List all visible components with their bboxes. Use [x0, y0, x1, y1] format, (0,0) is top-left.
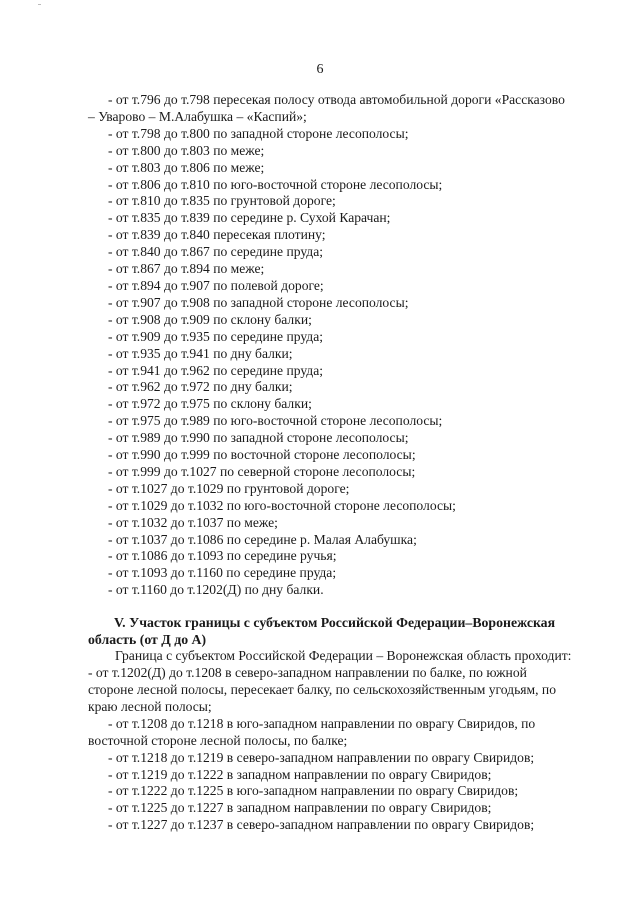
list-item: - от т.894 до т.907 по полевой дороге;: [108, 277, 324, 293]
list-item: - от т.1029 до т.1032 по юго-восточной стороне лесополосы;: [108, 497, 456, 513]
scan-mark: [38, 4, 41, 5]
list-item: - от т.798 до т.800 по западной стороне лесополосы;: [108, 125, 409, 141]
list-item: - от т.1032 до т.1037 по меже;: [108, 514, 278, 530]
list-item-continuation: стороне лесной полосы, пересекает балку, по сельскохозяйственным угодьям, по: [88, 682, 556, 697]
page-number: 6: [316, 62, 324, 77]
list-item: - от т.1225 до т.1227 в западном направлении по оврагу Свиридов;: [108, 800, 492, 816]
list-item: - от т.989 до т.990 по западной стороне лесополосы;: [108, 430, 409, 446]
list-item: - от т.1208 до т.1218 в юго-западном направлении по оврагу Свиридов, по: [108, 715, 536, 731]
list-item: - от т.1227 до т.1237 в северо-западном направлении по оврагу Свиридов;: [108, 817, 535, 833]
list-item: - от т.867 до т.894 по меже;: [108, 261, 265, 277]
list-item: - от т.962 до т.972 по дну балки;: [108, 379, 293, 395]
list-item: - от т.935 до т.941 по дну балки;: [108, 345, 293, 361]
list-item: - от т.803 до т.806 по меже;: [108, 159, 265, 175]
section-spacer: [88, 599, 608, 614]
list-item-continuation: восточной стороне лесной полосы, по балке;: [88, 732, 348, 748]
list-item: - от т.909 до т.935 по середине пруда;: [108, 328, 324, 344]
list-item: - от т.1027 до т.1029 по грунтовой дороге;: [108, 480, 350, 496]
list-item: - от т.1202(Д) до т.1208 в северо-западном направлении по балке, по южной: [88, 665, 527, 681]
list-item: - от т.1222 до т.1225 в юго-западном направлении по оврагу Свиридов;: [108, 783, 519, 799]
list-item: - от т.941 до т.962 по середине пруда;: [108, 362, 324, 378]
list-item: - от т.1093 до т.1160 по середине пруда;: [108, 565, 337, 581]
list-item: - от т.839 до т.840 пересекая плотину;: [108, 227, 326, 243]
list-item: - от т.800 до т.803 по меже;: [108, 142, 265, 158]
document-body: [88, 92, 608, 834]
boundary-list-1: [88, 92, 608, 599]
list-item: - от т.1037 до т.1086 по середине р. Малая Алабушка;: [108, 531, 417, 547]
section-5: [88, 614, 608, 834]
section-heading: V. Участок границы с субъектом Российской Федерации–Воронежская: [114, 615, 556, 631]
list-item: - от т.810 до т.835 по грунтовой дороге;: [108, 193, 336, 209]
list-item: - от т.972 до т.975 по склону балки;: [108, 396, 312, 412]
list-item: - от т.907 до т.908 по западной стороне лесополосы;: [108, 294, 409, 310]
list-item: - от т.796 до т.798 пересекая полосу отвода автомобильной дороги «Рассказово: [108, 92, 565, 107]
list-item: - от т.835 до т.839 по середине р. Сухой Карачан;: [108, 210, 391, 226]
list-item: - от т.1218 до т.1219 в северо-западном направлении по оврагу Свиридов;: [108, 749, 535, 765]
list-item: - от т.990 до т.999 по восточной стороне лесополосы;: [108, 447, 416, 463]
list-item: - от т.999 до т.1027 по северной стороне лесополосы;: [108, 463, 416, 479]
list-item: - от т.1086 до т.1093 по середине ручья;: [108, 548, 337, 564]
list-item: - от т.1219 до т.1222 в западном направлении по оврагу Свиридов;: [108, 766, 492, 782]
section-intro: Граница с субъектом Российской Федерации – Воронежская область проходит:: [115, 648, 572, 664]
section-heading-continuation: область (от Д до А): [88, 632, 207, 648]
list-item-continuation: – Уварово – М.Алабушка – «Каспий»;: [88, 108, 307, 124]
list-item: - от т.1160 до т.1202(Д) по дну балки.: [108, 582, 324, 598]
list-item: - от т.908 до т.909 по склону балки;: [108, 311, 312, 327]
list-item-continuation: краю лесной полосы;: [88, 698, 212, 714]
list-item: - от т.975 до т.989 по юго-восточной стороне лесополосы;: [108, 413, 443, 429]
list-item: - от т.806 до т.810 по юго-восточной стороне лесополосы;: [108, 176, 443, 192]
list-item: - от т.840 до т.867 по середине пруда;: [108, 244, 324, 260]
